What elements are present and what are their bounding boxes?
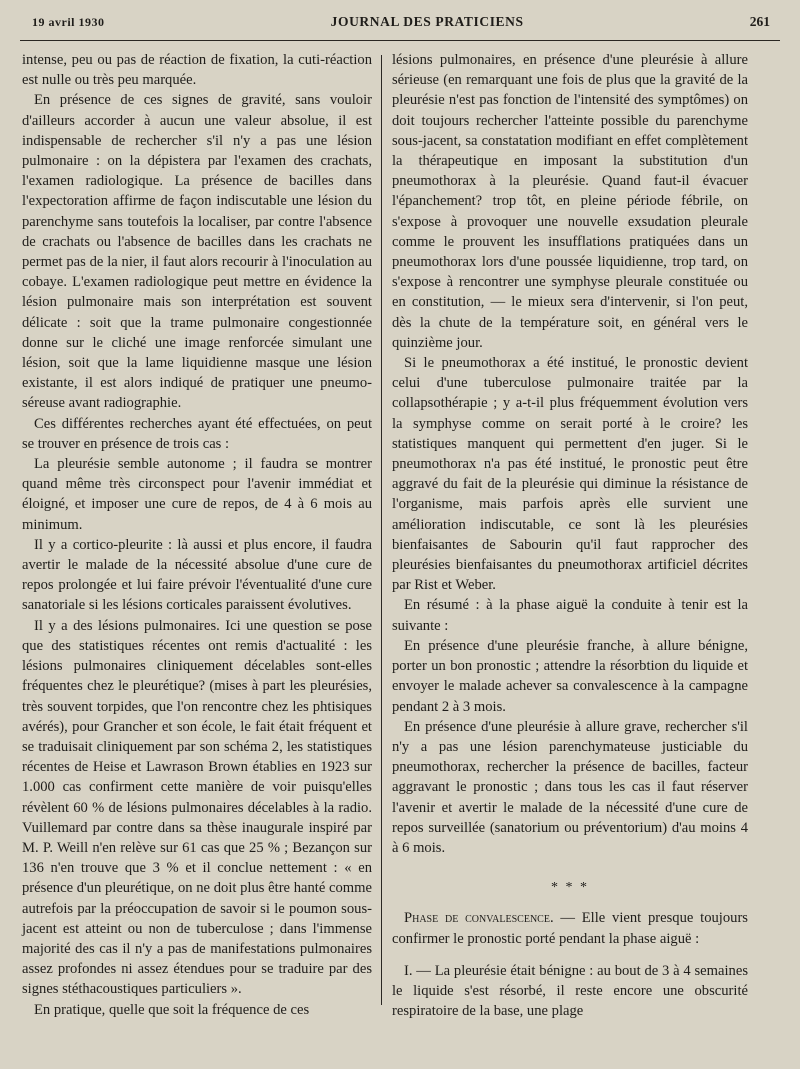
journal-title: JOURNAL DES PRATICIENS xyxy=(330,14,524,29)
paragraph: Ces différentes recherches ayant été effectuées, on peut se trouver en présence de trois cas : xyxy=(22,415,372,452)
section-separator: * * * xyxy=(551,880,589,896)
page-number: 261 xyxy=(749,14,770,29)
paragraph: En présence d'une pleurésie à allure grave, rechercher s'il n'y a pas une lésion parenchymateuse justiciable du pneumothorax, rechercher la présence de bacilles, facteur aggravant le pronostic ; dans tous les cas il faut réserver l'avenir et avertir le malade de la nécessité d'une cure de repos surveillée (sanatorium ou préventorium) d'au moins 4 à 6 mois. xyxy=(392,718,748,856)
running-header xyxy=(32,14,770,36)
spacer xyxy=(392,949,748,961)
paragraph: Il y a cortico-pleurite : là aussi et plus encore, il faudra avertir le malade de la nécessité absolue d'une cure de repos prolongée et lui faire prévoir l'éventualité d'une cure sanatoriale si les lésions corticales paraissent évolutives. xyxy=(22,536,372,614)
paragraph: intense, peu ou pas de réaction de fixation, la cuti-réaction est nulle ou très peu marquée. xyxy=(22,52,372,89)
column-divider xyxy=(381,55,382,1005)
paragraph: En résumé : à la phase aiguë la conduite à tenir est la suivante : xyxy=(392,597,748,634)
numbered-item: I. — La pleurésie était bénigne : au bout de 3 à 4 semaines le liquide s'est résorbé, il reste encore une obscurité respiratoire de la base, une plage xyxy=(392,962,748,1020)
paragraph: En présence d'une pleurésie franche, à allure bénigne, porter un bon pronostic ; attendre la résorbtion du liquide et envoyer le malade achever sa convalescence à la campagne pendant 2 à 3 mois. xyxy=(392,637,748,715)
left-column xyxy=(22,50,372,1020)
convalescence-paragraph xyxy=(392,908,748,948)
header-rule xyxy=(20,40,780,41)
paragraph: La pleurésie semble autonome ; il faudra se montrer quand même très circonspect pour l'avenir immédiat et éloigné, et imposer une cure de repos, de 4 à 6 mois au minimum. xyxy=(22,456,372,533)
paragraph: Il y a des lésions pulmonaires. Ici une question se pose que des statistiques récentes ont remis d'actualité : les lésions pulmonaires cliniquement décelables sont-elles fréquentes chez le pleurétique? (mises à part les pleurésies, très souvent torpides, que l'on rencontre chez les phtisiques avérés), pour Grancher et son école, le fait était fréquent et se traduisait cliniquement par son schéma 2, les statistiques récentes de Heise et Lawrason Brown établies en 1923 sur 1.000 cas confirment cette manière de voir puisqu'elles révèlent 60 % de lésions pulmonaires décelables à la radio. Vuillemard par contre dans sa thèse inaugurale inspiré par M. P. Weill n'en relève sur 61 cas que 25 % ; Bezançon sur 136 n'en trouve que 3 % et il conclue nettement : « en présence d'un pleurétique, on ne doit plus être hanté comme autrefois par la préoccupation de savoir si le poumon sous-jacent est atteint ou non de tuberculose ; dans l'immense majorité des cas il n'y a pas de manifestations pulmonaires assez profondes ni assez étendues pour se traduire par des signes stéthacoustiques particuliers ». xyxy=(22,617,372,998)
paragraph: lésions pulmonaires, en présence d'une pleurésie à allure sérieuse (en remarquant une fois de plus que la gravité de la pleurésie n'est pas fonction de l'intensité des symptômes) on doit toujours rechercher l'atteinte possible du parenchyme sous-jacent, sa constatation modifiant en effet complètement la thérapeutique en imposant la substitution d'un pneumothorax à la pleurésie. Quand faut-il évacuer l'épanchement? trop tôt, en pleine période fébrile, on s'expose à provoquer une nouvelle exsudation pleurale comme le prouvent les insufflations pratiquées dans un pneumothorax lors d'une poussée liquidienne, trop tard, on s'expose à rencontrer une symphyse pleurale constituée ou en constitution, — le mieux sera d'intervenir, si l'on peut, dès la chute de la température soit, en général vers le quinzième jour. xyxy=(392,52,748,351)
paragraph: En pratique, quelle que soit la fréquence de ces xyxy=(34,1001,310,1018)
right-column xyxy=(392,50,748,1021)
section-heading: Phase de convalescence. xyxy=(404,910,554,927)
section-text: — Elle vient presque toujours confirmer le pronostic porté pendant la phase aiguë : xyxy=(392,910,748,947)
issue-date: 19 avril 1930 xyxy=(32,15,105,29)
paragraph: En présence de ces signes de gravité, sans vouloir d'ailleurs accorder à aucun une valeur absolue, il est indispensable de rechercher s'il n'y a pas une lésion pulmonaire : on la dépistera par l'examen des crachats, l'examen radiologique. La présence de bacilles dans l'expectoration affirme de façon indiscutable une lésion du parenchyme sans toutefois la localiser, par contre l'absence de crachats ou l'absence de bacilles dans les crachats ne permet pas de la nier, il faut alors recourir à l'inoculation au cobaye. L'examen radiologique peut mettre en évidence la lésion pulmonaire mais son interprétation est souvent délicate : soit que la trame pulmonaire congestionnée donne sur le cliché une image renforcée simulant une lésion, soit que la lame liquidienne masque une lésion existante, il est alors indiqué de pratiquer une pneumo-séreuse avant radiographie. xyxy=(22,92,372,412)
paragraph: Si le pneumothorax a été institué, le pronostic devient celui d'une tuberculose pulmonaire traitée par la collapsothérapie ; y a-t-il plus fréquemment évolution vers la symphyse comme on serait porté à le croire? les statistiques manquent qui permettent d'en juger. Si le pneumothorax n'a pas été institué, le pronostic peut être aggravé du fait de la pleurésie qui diminue la résistance de l'organisme, mais parfois après elle survient une amélioration indiscutable, ce sont là les pleurésies bienfaisantes de Sabourin qu'il faut rapprocher des pleurésies bienfaisantes du pneumothorax artificiel décrites par Rist et Weber. xyxy=(392,355,748,594)
